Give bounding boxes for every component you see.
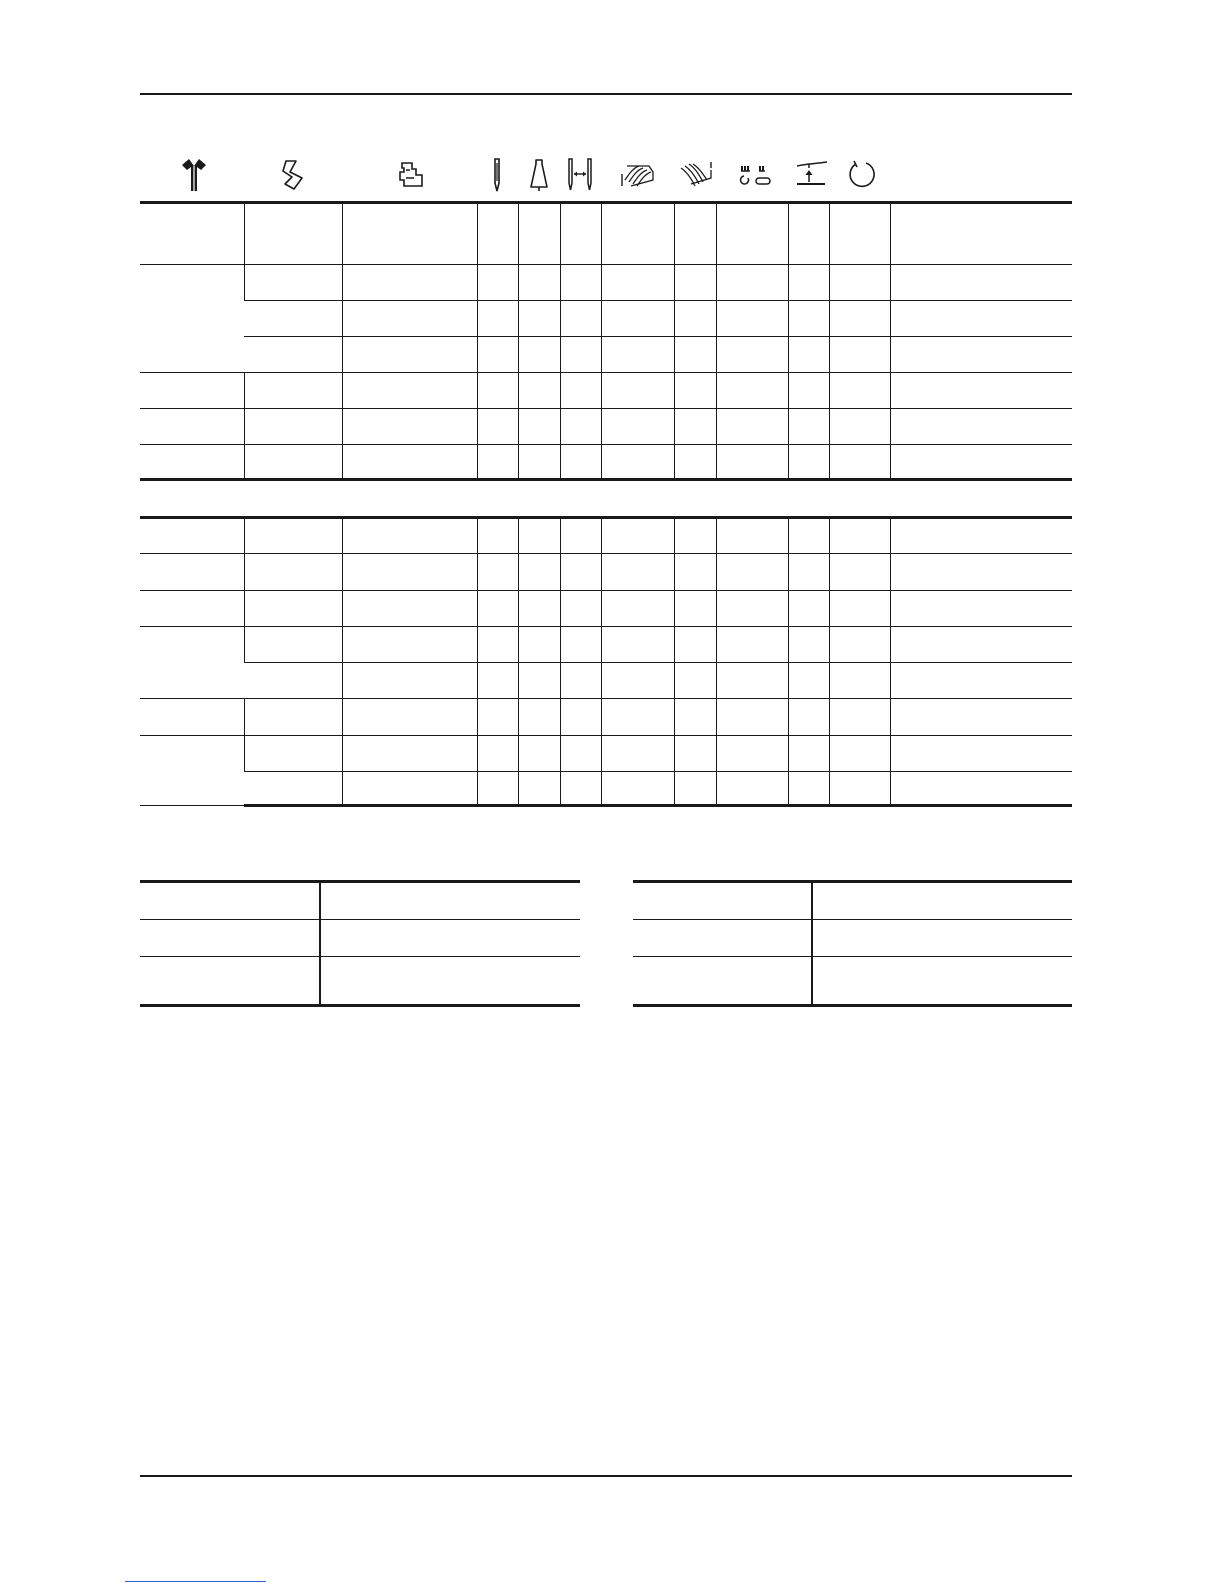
bottom-rule [140, 1475, 1072, 1477]
legend-table-right [633, 880, 1072, 1007]
fabric-icon [174, 155, 214, 195]
table-row [140, 920, 580, 957]
lower-looper-tension-icon [676, 155, 716, 195]
top-rule [140, 93, 1072, 95]
table-row [140, 627, 1072, 663]
table-row [140, 591, 1072, 627]
table-row [140, 373, 1072, 409]
presser-foot-pressure-icon [791, 155, 831, 195]
table-row [633, 920, 1072, 957]
table-row [140, 518, 1072, 554]
table-row [140, 772, 1072, 806]
table-row [633, 957, 1072, 1006]
table-row [140, 882, 580, 920]
presser-foot-icon [390, 155, 430, 195]
table-row [140, 445, 1072, 480]
settings-table-upper [140, 201, 1072, 481]
table-row [140, 699, 1072, 736]
stitch-loop-icon [843, 155, 883, 195]
table-row [140, 736, 1072, 772]
thread-cone-icon [519, 155, 559, 195]
fabric-fold-icon [274, 155, 314, 195]
twin-needle-icon [560, 155, 600, 195]
table-header-row [140, 203, 1072, 265]
table-row [633, 882, 1072, 920]
icon-header-row [140, 155, 1072, 195]
link-underline[interactable] [125, 1581, 266, 1582]
table-row [140, 663, 1072, 699]
upper-looper-tension-icon [618, 155, 658, 195]
legend-table-left [140, 880, 580, 1007]
table-row [140, 957, 580, 1006]
table-row [140, 337, 1072, 373]
table-row [140, 409, 1072, 445]
stitch-length-icon [735, 155, 775, 195]
settings-table-lower [140, 516, 1072, 807]
table-row [140, 265, 1072, 301]
table-row [140, 554, 1072, 591]
table-row [140, 301, 1072, 337]
needle-icon [477, 155, 517, 195]
